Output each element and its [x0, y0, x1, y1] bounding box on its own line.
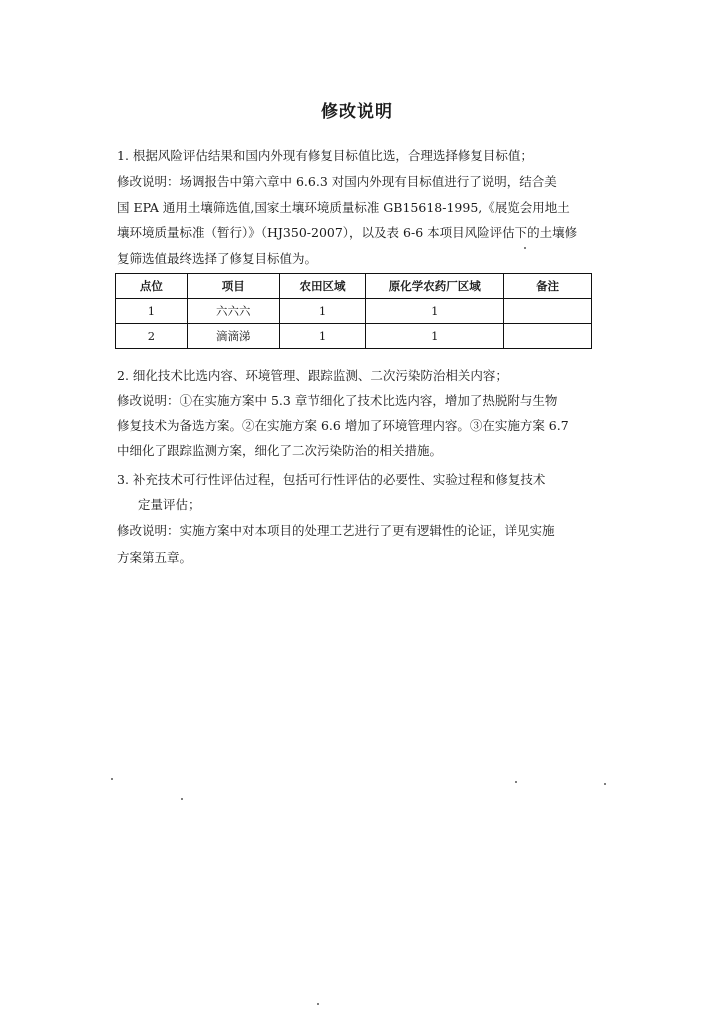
header-remarks: 备注: [504, 274, 592, 299]
target-value-table: [115, 273, 592, 349]
section2-heading: 2. 细化技术比选内容、环境管理、跟踪监测、二次污染防治相关内容；: [117, 368, 508, 383]
cell-item: 滴滴涕: [187, 324, 279, 349]
section1-line-3: 壤环境质量标准（暂行）》（HJ350-2007），以及表 6-6 本项目风险评估下的土壤修: [117, 225, 578, 240]
section1-heading: 1. 根据风险评估结果和国内外现有修复目标值比选，合理选择修复目标值；: [117, 148, 533, 163]
section3-heading: 3. 补充技术可行性评估过程，包括可行性评估的必要性、实验过程和修复技术: [117, 472, 546, 487]
scan-speck: [317, 1003, 319, 1005]
scan-speck: [111, 778, 113, 780]
section3-line-1: 修改说明：实施方案中对本项目的处理工艺进行了更有逻辑性的论证，详见实施: [117, 523, 555, 538]
table-row: [116, 299, 592, 324]
table-row: [116, 324, 592, 349]
section1-line-2: 国 EPA 通用土壤筛选值,国家土壤环境质量标准 GB15618-1995,《展览会用地土: [117, 200, 570, 215]
cell-remarks: [504, 299, 592, 324]
page-title: 修改说明: [321, 102, 393, 122]
section2-line-3: 中细化了跟踪监测方案，细化了二次污染防治的相关措施。: [117, 443, 443, 458]
section2-line-2: 修复技术为备选方案。②在实施方案 6.6 增加了环境管理内容。③在实施方案 6.7: [117, 418, 569, 433]
header-item: 项目: [187, 274, 279, 299]
scan-speck: [515, 781, 517, 783]
scan-speck: [604, 783, 606, 785]
section2-line-1: 修改说明：①在实施方案中 5.3 章节细化了技术比选内容，增加了热脱附与生物: [117, 393, 558, 408]
section3-line-2: 方案第五章。: [117, 550, 193, 565]
cell-remarks: [504, 324, 592, 349]
cell-factory: 1: [366, 324, 504, 349]
cell-item: 六六六: [187, 299, 279, 324]
section1-line-4: 复筛选值最终选择了修复目标值为。: [117, 251, 318, 266]
scan-speck: [181, 798, 183, 800]
section3-heading-cont: 定量评估；: [138, 497, 201, 512]
cell-point: 1: [116, 299, 188, 324]
scan-speck: [524, 247, 526, 249]
header-point: 点位: [116, 274, 188, 299]
section1-line-1: 修改说明：场调报告中第六章中 6.6.3 对国内外现有目标值进行了说明，结合美: [117, 174, 557, 189]
cell-farmland: 1: [279, 324, 366, 349]
table-header-row: [116, 274, 592, 299]
cell-point: 2: [116, 324, 188, 349]
cell-factory: 1: [366, 299, 504, 324]
header-farmland-area: 农田区域: [279, 274, 366, 299]
cell-farmland: 1: [279, 299, 366, 324]
header-pesticide-factory-area: 原化学农药厂区域: [366, 274, 504, 299]
